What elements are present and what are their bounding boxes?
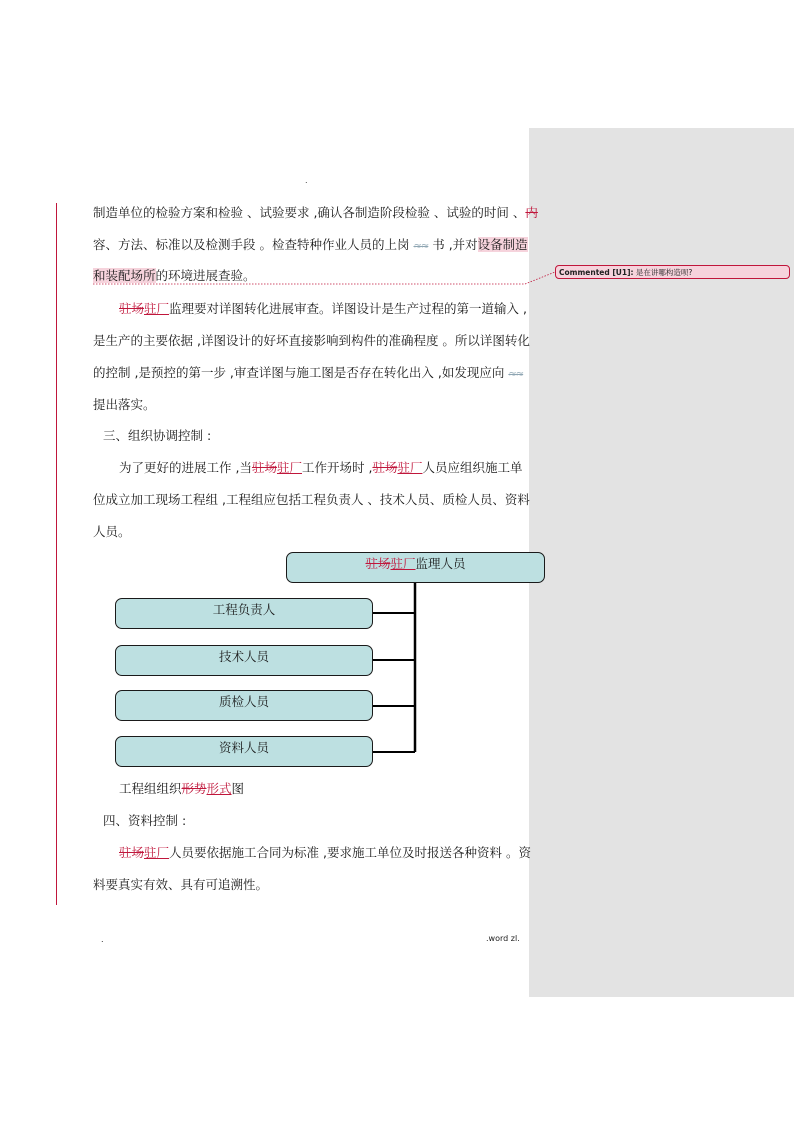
deleted-text: 内 xyxy=(525,205,538,220)
para4-line2: 料要真实有效、具有可追溯性。 xyxy=(93,877,269,892)
footer-left: . xyxy=(101,935,104,944)
figure-caption: 工程组组织形势形式图 xyxy=(119,781,245,796)
heading-3: 三、组织协调控制 : xyxy=(103,428,212,443)
comment-text: 是在讲哪构造呗? xyxy=(635,268,693,277)
para2-line2: 是生产的主要依据 ,详图设计的好坏直接影响到构件的准确程度 。所以详图转化 xyxy=(93,333,530,348)
para4-line1: 驻场驻厂人员要依据施工合同为标准 ,要求施工单位及时报送各种资料 。资 xyxy=(119,845,531,860)
para2-line1: 驻场驻厂监理要对详图转化进展审查。详图设计是生产过程的第一道输入 , xyxy=(119,301,527,316)
org-node-root: 驻场驻厂监理人员 xyxy=(286,552,545,583)
footer-right: .word zl. xyxy=(486,934,520,943)
comment-label: Commented [U1]: xyxy=(559,268,634,277)
org-node-project-lead: 工程负责人 xyxy=(115,598,373,629)
commented-text[interactable]: 设备制造 xyxy=(477,237,528,252)
commented-text[interactable]: 和装配场所 xyxy=(93,268,156,283)
para1-line1: 制造单位的检验方案和检验 、试验要求 ,确认各制造阶段检验 、试验的时间 、内 xyxy=(93,205,538,220)
para1-line2: 容、方法、标准以及检测手段 。检查特种作业人员的上岗 ≈≈ 书 ,并对设备制造 xyxy=(93,237,528,252)
para3-line1: 为了更好的进展工作 ,当驻场驻厂工作开场时 ,驻场驻厂人员应组织施工单 xyxy=(119,460,523,475)
deleted-mark: ≈≈ xyxy=(508,369,524,380)
header-mark: . xyxy=(305,176,308,185)
org-node-quality-staff: 质检人员 xyxy=(115,690,373,721)
org-node-records-staff: 资料人员 xyxy=(115,736,373,767)
para2-line4: 提出落实。 xyxy=(93,397,156,412)
para2-line3: 的控制 ,是预控的第一步 ,审查详图与施工图是否存在转化出入 ,如发现应向 ≈≈ xyxy=(93,365,524,380)
deleted-mark: ≈≈ xyxy=(413,241,429,252)
heading-4: 四、资料控制 : xyxy=(103,813,187,828)
inserted-text: 驻厂 xyxy=(144,301,170,316)
deleted-text: 驻场 xyxy=(119,301,145,316)
para3-line3: 人员。 xyxy=(93,524,131,539)
org-node-technical-staff: 技术人员 xyxy=(115,645,373,676)
para1-line3: 和装配场所的环境进展查验。 xyxy=(93,268,256,283)
para3-line2: 位成立加工现场工程组 ,工程组应包括工程负责人 、技术人员、质检人员、资料 xyxy=(93,492,530,507)
